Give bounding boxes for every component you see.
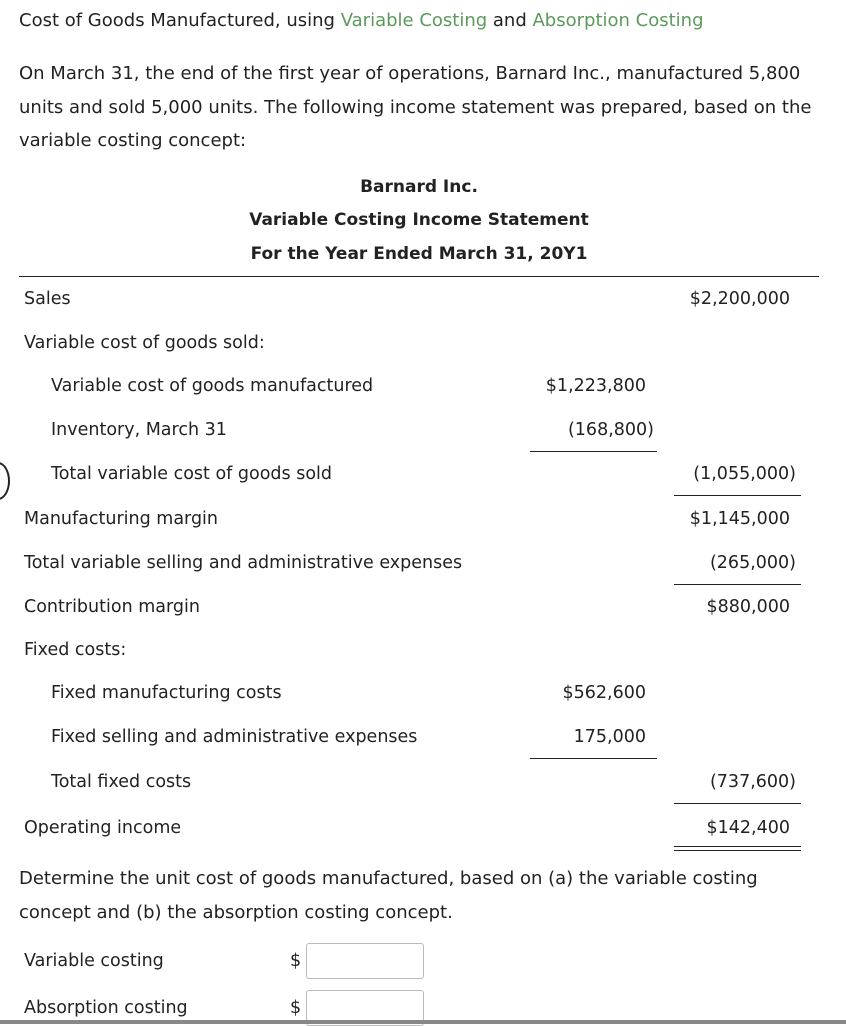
fixed-mfg-label: Fixed manufacturing costs xyxy=(51,683,282,703)
total-fixed-value: (737,600) xyxy=(709,772,796,792)
fixed-mfg-value: $562,600 xyxy=(562,683,646,703)
mfg-margin-value: $1,145,000 xyxy=(689,509,790,529)
fixed-sa-value: 175,000 xyxy=(573,727,646,747)
problem-intro: On March 31, the end of the first year of operations, Barnard Inc., manufactured 5,800 units and sold 5,000 units. The following income statement was prepared, based on the variable costing concept: xyxy=(19,63,812,151)
bottom-bar xyxy=(0,1020,846,1024)
double-rule xyxy=(674,846,801,851)
absorption-currency: $ xyxy=(290,998,302,1018)
subtotal-rule xyxy=(530,451,657,452)
sales-label: Sales xyxy=(24,289,71,309)
header-rule xyxy=(19,276,819,277)
company-name: Barnard Inc. xyxy=(360,177,478,197)
expense-rule xyxy=(674,584,801,585)
variable-costing-link[interactable]: Variable Costing xyxy=(340,10,488,31)
tvsae-label: Total variable selling and administrative expenses xyxy=(24,553,463,573)
problem-title: Cost of Goods Manufactured, using Variable Costing and Absorption Costing xyxy=(19,10,704,31)
vcgm-label: Variable cost of goods manufactured xyxy=(51,376,374,396)
question-text: Determine the unit cost of goods manufactured, based on (a) the variable costing concept and (b) the absorption costing concept. xyxy=(19,868,758,923)
variable-costing-label: Variable costing xyxy=(24,951,164,971)
total-rule xyxy=(674,495,801,496)
contribution-label: Contribution margin xyxy=(24,597,200,617)
variable-costing-input[interactable] xyxy=(306,943,424,979)
fixed-header: Fixed costs: xyxy=(24,640,127,660)
operating-value: $142,400 xyxy=(706,818,790,838)
sales-value: $2,200,000 xyxy=(689,289,790,309)
contribution-value: $880,000 xyxy=(706,597,790,617)
fixed-total-rule xyxy=(674,803,801,804)
absorption-costing-link[interactable]: Absorption Costing xyxy=(532,10,704,31)
total-vcogs-label: Total variable cost of goods sold xyxy=(51,464,332,484)
total-fixed-label: Total fixed costs xyxy=(51,772,192,792)
fixed-sa-label: Fixed selling and administrative expenses xyxy=(51,727,418,747)
tvsae-value: (265,000) xyxy=(709,553,796,573)
variable-currency: $ xyxy=(290,951,302,971)
fixed-subtotal-rule xyxy=(530,758,657,759)
total-vcogs-value: (1,055,000) xyxy=(693,464,796,484)
side-bracket xyxy=(0,462,10,500)
vcogs-header: Variable cost of goods sold: xyxy=(24,333,265,353)
statement-name: Variable Costing Income Statement xyxy=(249,210,589,230)
operating-label: Operating income xyxy=(24,818,182,838)
absorption-costing-label: Absorption costing xyxy=(24,998,188,1018)
inventory-value: (168,800) xyxy=(567,420,654,440)
mfg-margin-label: Manufacturing margin xyxy=(24,509,219,529)
statement-period: For the Year Ended March 31, 20Y1 xyxy=(250,244,588,264)
inventory-label: Inventory, March 31 xyxy=(51,420,227,440)
vcgm-value: $1,223,800 xyxy=(545,376,646,396)
